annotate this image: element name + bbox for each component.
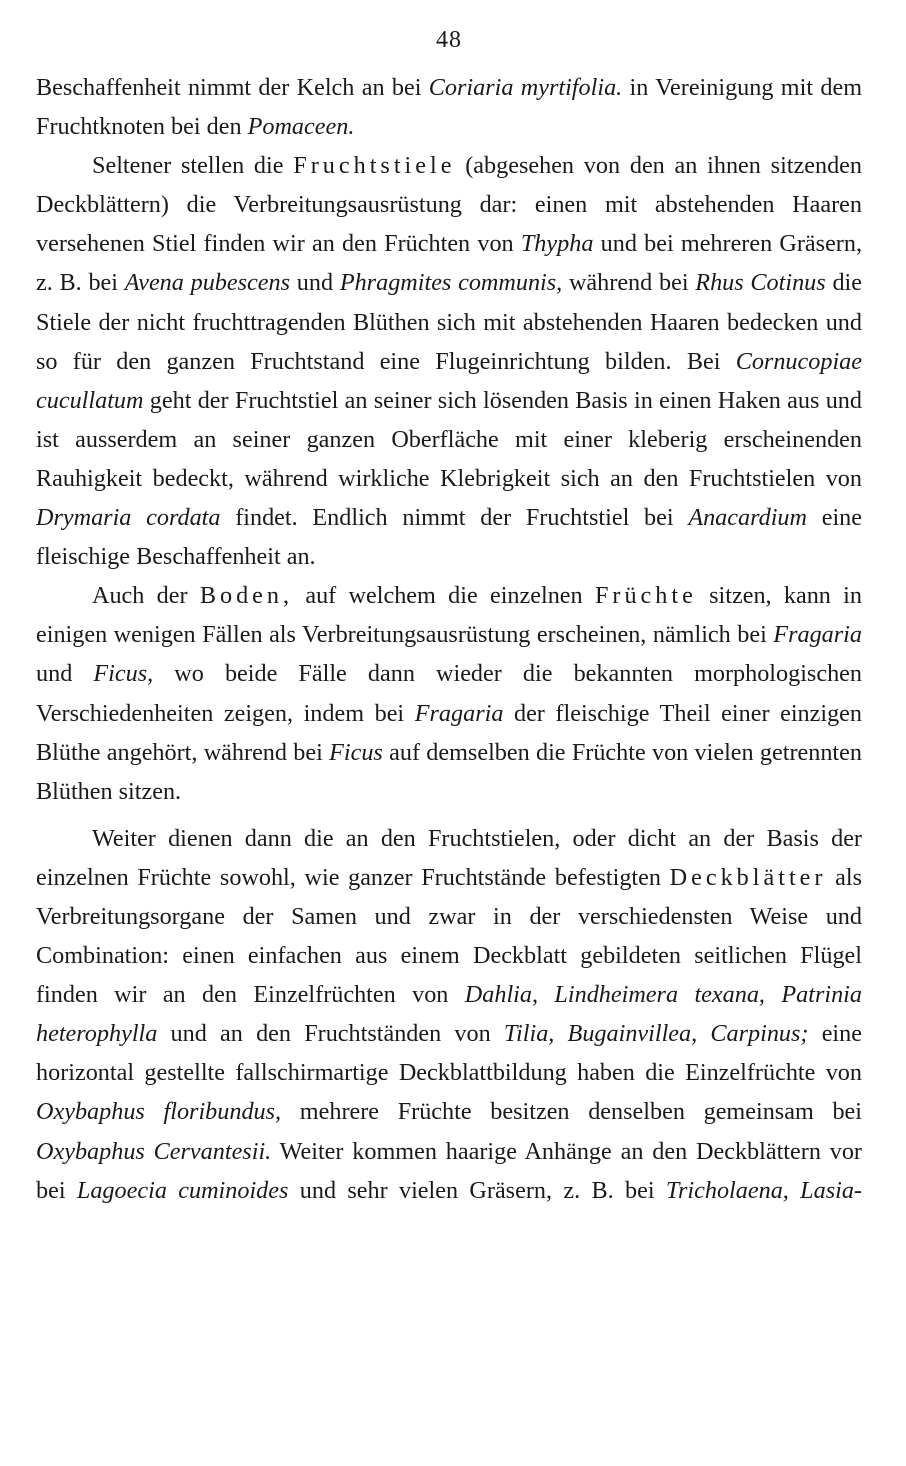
italic-term: Tricholaena, Lasia-: [665, 1176, 862, 1204]
italic-term: Pomaceen.: [247, 113, 355, 141]
italic-term: Drymaria cordata: [36, 504, 221, 532]
text-run: findet. Endlich nimmt der Fruchtstiel bei: [220, 504, 689, 532]
text-run: während bei: [562, 269, 696, 297]
text-run: und bei mehreren Gräsern, z. B. bei: [36, 230, 863, 297]
page-number: 48: [436, 27, 462, 53]
text-run: wo beide Fälle dann wieder die bekannten morphologischen Verschiedenheiten zeigen, indem bei: [36, 660, 863, 727]
spaced-emphasis: Fruchtstiele: [293, 152, 456, 180]
italic-term: Avena pubescens: [124, 269, 291, 297]
text-run: und: [290, 269, 340, 297]
paragraph-boden: [36, 576, 862, 811]
text-run: geht der Fruchtstiel an seiner sich lösenden Basis in einen Haken aus und ist ausserdem an seiner ganzen Oberfläche mit einer kleberig erscheinenden Rauhigkeit bedeckt, während wirkliche Klebrigkeit sich an den Fruchtstielen von: [36, 386, 862, 492]
text-run: auf welchem die einzelnen: [293, 582, 595, 610]
text-run: eine horizontal gestellte fallschirmartige Deckblattbildung haben die Einzelfrüchte von: [36, 1020, 862, 1087]
text-run: der fleischige Theil einer einzigen Blüthe angehört, während bei: [36, 699, 863, 766]
text-run: und sehr vielen Gräsern, z. B. bei: [288, 1176, 666, 1204]
spaced-emphasis: Früchte: [594, 582, 697, 610]
text-run: Seltener stellen die: [92, 152, 294, 180]
paragraph-fruchtstiele: [36, 146, 862, 576]
italic-term: Rhus Cotinus: [695, 269, 826, 297]
text-run: als Verbreitungsorgane der Samen und zwar in der verschiedensten Weise und Combination: einen einfachen aus einem Deckblatt gebildeten seitlichen Flügel finden wir an den Einzelfrüchten von: [36, 863, 862, 1009]
paragraph-kelch: [36, 68, 862, 146]
text-run: mehrere Früchte besitzen denselben gemeinsam bei: [281, 1098, 862, 1126]
paragraph-deckblaetter: [36, 819, 862, 1210]
italic-term: Phragmites communis,: [339, 269, 563, 297]
text-run: eine fleischige Beschaffenheit an.: [36, 504, 863, 571]
text-run: Auch der: [92, 582, 200, 610]
text-run: und an den Fruchtständen von: [157, 1020, 504, 1048]
spaced-emphasis: Boden,: [199, 582, 294, 610]
italic-term: Lagoecia cuminoides: [76, 1176, 289, 1204]
spaced-emphasis: Deckblätter: [669, 863, 827, 891]
text-run: in Vereinigung mit dem Fruchtknoten bei den: [36, 74, 863, 141]
italic-term: Cornucopiae cucullatum: [36, 347, 862, 414]
text-run: sitzen, kann in einigen wenigen Fällen als Verbreitungsausrüstung erscheinen, nämlich bei: [36, 582, 863, 649]
text-run: (abgesehen von den an ihnen sitzenden Deckblättern) die Verbreitungsausrüstung dar: einen mit abstehenden Haaren versehenen Stiel finden wir an den Früchten von: [36, 152, 863, 258]
text-run: und: [36, 660, 94, 688]
italic-term: Ficus: [329, 738, 383, 766]
italic-term: Tilia, Bugainvillea, Carpinus;: [503, 1020, 809, 1048]
italic-term: Fragaria: [414, 699, 504, 727]
italic-term: Fragaria: [773, 621, 862, 649]
italic-term: Anacardium: [688, 504, 807, 532]
text-run: Beschaffenheit nimmt der Kelch an bei: [36, 74, 429, 101]
text-run: auf demselben die Früchte von vielen getrennten Blüthen sitzen.: [36, 738, 862, 805]
text-run: die Stiele der nicht fruchttragenden Blüthen sich mit abstehenden Haaren bedecken und so für den ganzen Fruchtstand eine Flugeinrichtung bilden. Bei: [36, 269, 863, 375]
text-run: Weiter kommen haarige Anhänge an den Deckblättern vor bei: [36, 1137, 862, 1204]
italic-term: Oxybaphus floribundus,: [36, 1098, 282, 1126]
document-page: [36, 22, 862, 1210]
italic-term: Ficus,: [93, 660, 154, 688]
italic-term: Thypha: [520, 230, 594, 258]
text-run: Weiter dienen dann die an den Fruchtstielen, oder dicht an der Basis der einzelnen Früchte sowohl, wie ganzer Fruchtstände befestigten: [36, 824, 862, 891]
italic-term: Oxybaphus Cervantesii.: [36, 1137, 272, 1165]
italic-term: Dahlia, Lindheimera texana, Patrinia heterophylla: [36, 981, 862, 1048]
italic-term: Coriaria myrtifolia.: [428, 74, 623, 101]
